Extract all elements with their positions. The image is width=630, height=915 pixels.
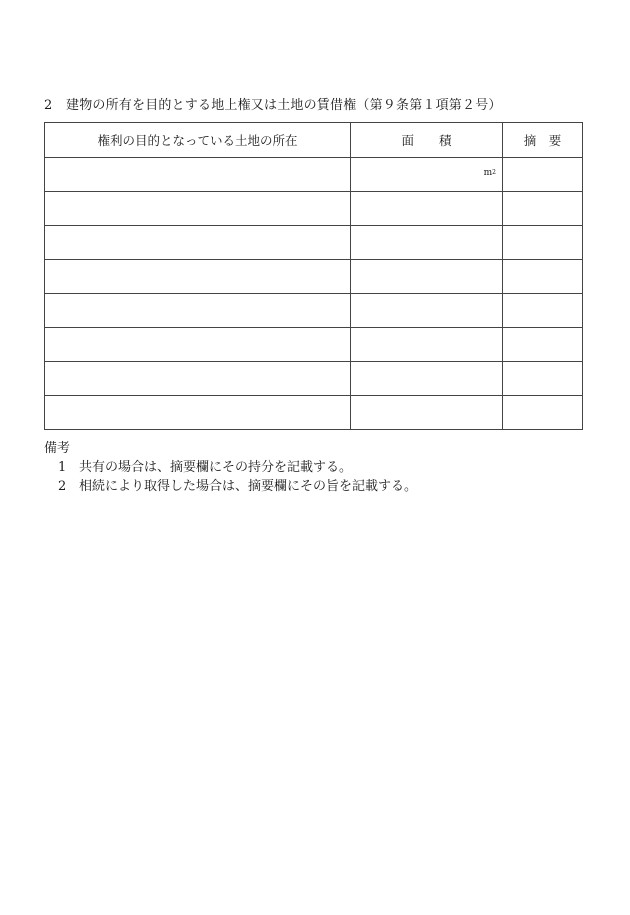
cell-area[interactable] — [351, 226, 503, 260]
cell-summary[interactable] — [503, 362, 583, 396]
header-land-location: 権利の目的となっている土地の所在 — [45, 123, 351, 158]
cell-summary[interactable] — [503, 158, 583, 192]
table-row — [45, 362, 583, 396]
cell-location[interactable] — [45, 260, 351, 294]
remark-note-text: 相続により取得した場合は、摘要欄にその旨を記載する。 — [79, 479, 418, 494]
cell-location[interactable] — [45, 192, 351, 226]
cell-location[interactable] — [45, 396, 351, 430]
table-row — [45, 158, 583, 192]
section-number: 2 — [44, 98, 53, 113]
cell-location[interactable] — [45, 362, 351, 396]
area-unit-exponent: 2 — [492, 169, 496, 176]
remark-note-number: 1 — [58, 460, 67, 475]
section-title — [44, 97, 502, 115]
cell-area[interactable] — [351, 192, 503, 226]
cell-area[interactable] — [351, 328, 503, 362]
table-header-row — [45, 123, 583, 158]
cell-summary[interactable] — [503, 328, 583, 362]
cell-summary[interactable] — [503, 226, 583, 260]
cell-location[interactable] — [45, 226, 351, 260]
cell-area[interactable] — [351, 158, 503, 192]
remarks-section — [44, 439, 417, 496]
remark-note-text: 共有の場合は、摘要欄にその持分を記載する。 — [79, 460, 353, 475]
table-row — [45, 396, 583, 430]
remark-note — [44, 458, 417, 477]
section-title-text: 建物の所有を目的とする地上権又は土地の賃借権（第９条第１項第２号） — [66, 98, 502, 113]
table-row — [45, 328, 583, 362]
area-unit-base: m — [483, 168, 493, 178]
header-summary: 摘 要 — [503, 123, 583, 158]
table-row — [45, 226, 583, 260]
remark-note — [44, 477, 417, 496]
header-area: 面 積 — [351, 123, 503, 158]
remark-note-number: 2 — [58, 479, 67, 494]
cell-location[interactable] — [45, 158, 351, 192]
cell-summary[interactable] — [503, 294, 583, 328]
cell-area[interactable] — [351, 362, 503, 396]
cell-area[interactable] — [351, 260, 503, 294]
table-row — [45, 192, 583, 226]
cell-area[interactable] — [351, 396, 503, 430]
cell-location[interactable] — [45, 294, 351, 328]
table-row — [45, 260, 583, 294]
cell-area[interactable] — [351, 294, 503, 328]
cell-location[interactable] — [45, 328, 351, 362]
cell-summary[interactable] — [503, 192, 583, 226]
land-rights-table — [44, 122, 583, 430]
remarks-heading: 備考 — [44, 441, 71, 456]
table-row — [45, 294, 583, 328]
cell-summary[interactable] — [503, 396, 583, 430]
area-unit-label — [484, 168, 496, 178]
cell-summary[interactable] — [503, 260, 583, 294]
